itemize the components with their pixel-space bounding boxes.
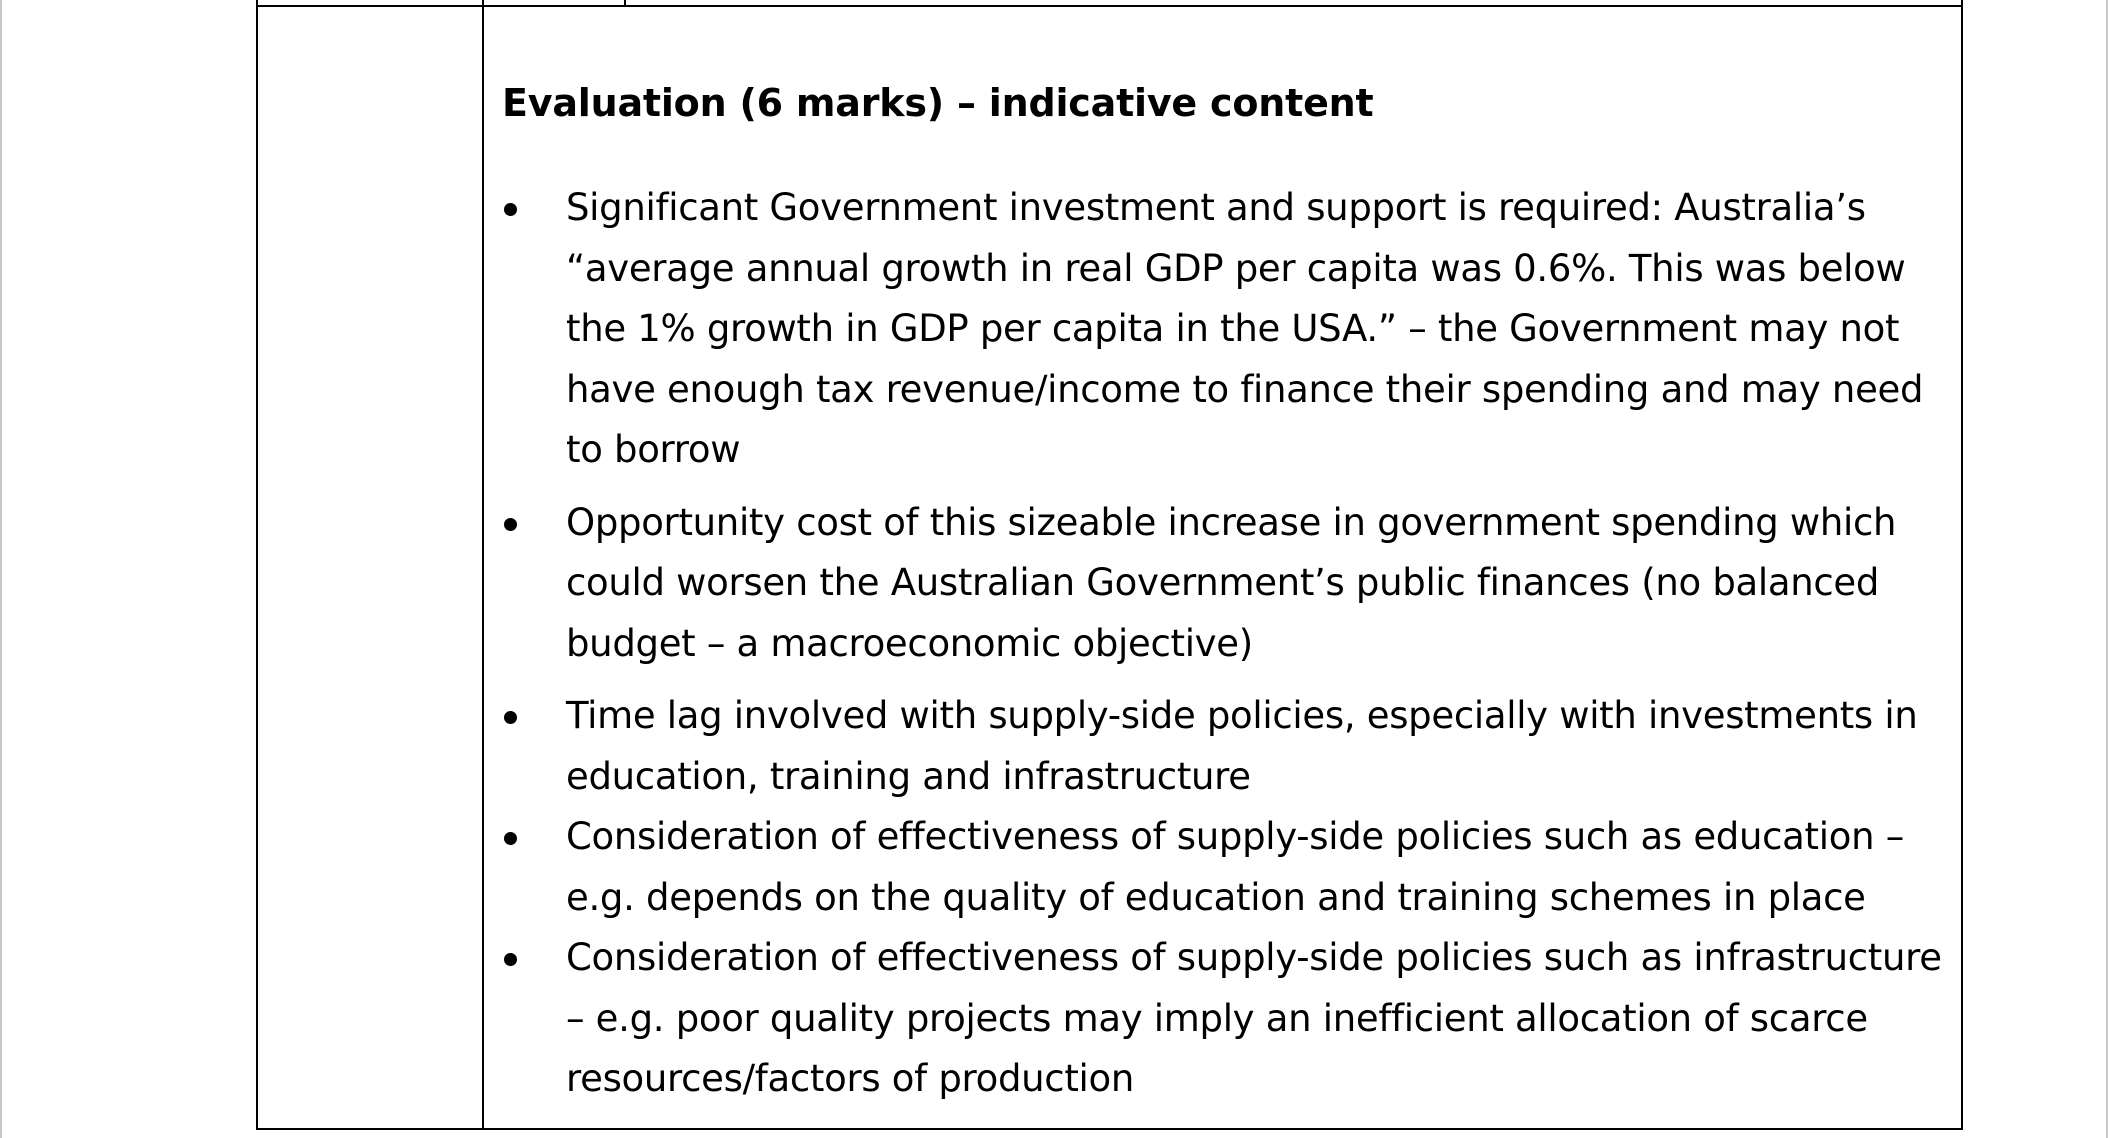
bullet-icon — [504, 203, 517, 216]
list-item-text: Consideration of effectiveness of supply-side policies such as education – e.g. depends on the quality of education and training schemes in place — [566, 815, 1904, 919]
table-column-divider — [482, 0, 484, 1128]
page-left-edge — [0, 0, 2, 1138]
list-item-text: Opportunity cost of this sizeable increase in government spending which could worsen the Australian Government’s public finances (no balanced budget – a macroeconomic objective) — [566, 500, 1897, 665]
bullet-icon — [504, 518, 517, 531]
list-item — [502, 686, 1942, 807]
mark-scheme-table — [256, 0, 1963, 1130]
bullet-icon — [504, 832, 517, 845]
list-item — [502, 178, 1942, 481]
table-top-rule — [258, 5, 1961, 7]
list-item — [502, 928, 1942, 1110]
list-item — [502, 807, 1942, 928]
bullet-icon — [504, 953, 517, 966]
list-item-text: Time lag involved with supply-side policies, especially with investments in education, training and infrastructure — [566, 694, 1918, 798]
list-item-text: Significant Government investment and support is required: Australia’s “average annual growth in real GDP per capita was 0.6%. This was below the 1% growth in GDP per capita in the USA.” – the Government may not have enough tax revenue/income to finance their spending and may need to borrow — [566, 186, 1924, 471]
indicative-content-cell — [502, 75, 1942, 1110]
bullet-icon — [504, 711, 517, 724]
bullet-list — [502, 178, 1942, 1110]
table-column-tick — [624, 0, 626, 6]
list-item-text: Consideration of effectiveness of supply-side policies such as infrastructure – e.g. poor quality projects may imply an inefficient allocation of scarce resources/factors of production — [566, 936, 1942, 1100]
section-heading: Evaluation (6 marks) – indicative content — [502, 81, 1374, 125]
list-item — [502, 493, 1942, 675]
